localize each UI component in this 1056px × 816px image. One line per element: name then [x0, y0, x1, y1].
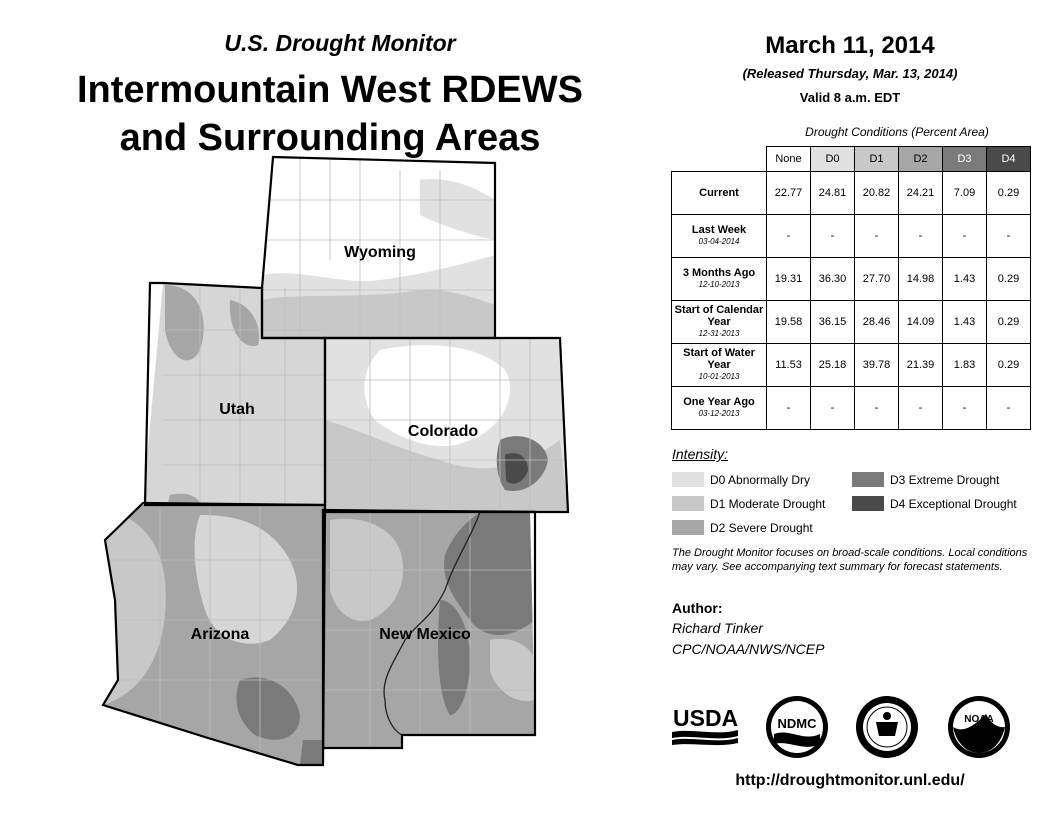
legend-label-d3: D3 Extreme Drought [890, 472, 1000, 487]
table-cell-d4: - [987, 215, 1031, 258]
state-label-colorado: Colorado [407, 423, 479, 440]
table-cell-none: 22.77 [767, 172, 811, 215]
ndmc-logo[interactable] [764, 694, 830, 760]
row-label [672, 172, 767, 215]
table-corner [672, 147, 767, 172]
table-cell-d1: - [855, 387, 899, 430]
d1-wyoming [262, 290, 495, 338]
table-cell-d1: 28.46 [855, 301, 899, 344]
state-label-utah: Utah [219, 401, 255, 418]
row-date: 10-01-2013 [698, 372, 740, 381]
table-cell-d0: 25.18 [811, 344, 855, 387]
table-cell-d1: - [855, 215, 899, 258]
table-cell-d3: 7.09 [943, 172, 987, 215]
table-cell-d0: 36.15 [811, 301, 855, 344]
table-cell-d3: - [943, 215, 987, 258]
author-heading: Author: [672, 600, 723, 616]
table-cell-d0: 24.81 [811, 172, 855, 215]
table-cell-d3: - [943, 387, 987, 430]
table-cell-d2: 24.21 [899, 172, 943, 215]
table-header-row [672, 147, 1031, 172]
table-cell-none: - [767, 215, 811, 258]
state-label-new-mexico: New Mexico [379, 626, 471, 643]
row-label-text: 3 Months Ago [682, 267, 756, 279]
legend-label-d2: D2 Severe Drought [710, 520, 813, 535]
row-label [672, 258, 767, 301]
legend-label-d1: D1 Moderate Drought [710, 496, 826, 511]
release-date: (Released Thursday, Mar. 13, 2014) [742, 66, 958, 81]
table-row [672, 301, 1031, 344]
table-cell-d4: 0.29 [987, 172, 1031, 215]
table-cell-d2: - [899, 215, 943, 258]
legend-swatch-d2 [672, 520, 704, 535]
row-label [672, 301, 767, 344]
row-label-text: One Year Ago [683, 396, 755, 408]
table-cell-d4: - [987, 387, 1031, 430]
website-link[interactable]: http://droughtmonitor.unl.edu/ [735, 772, 965, 789]
drought-map [95, 150, 575, 770]
col-header-d4: D4 [987, 147, 1031, 172]
row-date: 12-10-2013 [698, 280, 740, 289]
row-label [672, 387, 767, 430]
row-label [672, 344, 767, 387]
row-label-text: Start of Water Year [683, 347, 755, 371]
table-cell-d3: 1.43 [943, 258, 987, 301]
table-row [672, 215, 1031, 258]
table-cell-none: 19.58 [767, 301, 811, 344]
region-title [30, 66, 630, 162]
usda-logo[interactable] [672, 702, 738, 748]
row-date: 03-04-2014 [698, 237, 740, 246]
legend-item-d2 [672, 520, 813, 535]
monitor-title: U.S. Drought Monitor [224, 30, 456, 56]
table-row [672, 258, 1031, 301]
table-cell-d1: 27.70 [855, 258, 899, 301]
table-cell-d2: 14.98 [899, 258, 943, 301]
legend-title: Intensity: [672, 446, 729, 462]
legend-item-d0 [672, 472, 810, 487]
valid-time: Valid 8 a.m. EDT [799, 90, 901, 105]
author-org: CPC/NOAA/NWS/NCEP [672, 641, 825, 657]
table-caption: Drought Conditions (Percent Area) [805, 125, 989, 139]
table-cell-d4: 0.29 [987, 344, 1031, 387]
drought-conditions-table [671, 146, 1031, 430]
col-header-none: None [767, 147, 811, 172]
legend-swatch-d4 [852, 496, 884, 511]
ndmc-logo-text: NDMC [777, 716, 817, 731]
table-cell-d0: 36.30 [811, 258, 855, 301]
legend-swatch-d1 [672, 496, 704, 511]
table-cell-d2: 21.39 [899, 344, 943, 387]
usda-logo-text: USDA [673, 705, 738, 731]
table-row [672, 172, 1031, 215]
table-cell-none: - [767, 387, 811, 430]
row-label-text: Current [699, 187, 739, 199]
table-cell-d1: 20.82 [855, 172, 899, 215]
table-cell-none: 19.31 [767, 258, 811, 301]
row-label-text: Last Week [691, 224, 747, 236]
table-row [672, 387, 1031, 430]
region-title-line1: Intermountain West RDEWS [77, 69, 583, 111]
table-row [672, 344, 1031, 387]
legend-swatch-d3 [852, 472, 884, 487]
table-cell-d3: 1.43 [943, 301, 987, 344]
table-cell-d4: 0.29 [987, 301, 1031, 344]
commerce-seal-logo[interactable] [854, 694, 920, 760]
table-cell-none: 11.53 [767, 344, 811, 387]
row-label [672, 215, 767, 258]
author-name: Richard Tinker [672, 620, 763, 636]
d3-arizona-corner [300, 740, 323, 765]
noaa-logo[interactable] [946, 694, 1012, 760]
row-date: 03-12-2013 [698, 409, 740, 418]
legend-label-d0: D0 Abnormally Dry [710, 472, 811, 487]
table-cell-d0: - [811, 387, 855, 430]
col-header-d0: D0 [811, 147, 855, 172]
legend-item-d1 [672, 496, 825, 511]
table-cell-d2: 14.09 [899, 301, 943, 344]
table-cell-d3: 1.83 [943, 344, 987, 387]
col-header-d3: D3 [943, 147, 987, 172]
legend-item-d4 [852, 496, 1017, 511]
legend-swatch-d0 [672, 472, 704, 487]
state-label-arizona: Arizona [190, 626, 250, 643]
noaa-logo-text: NOAA [964, 714, 994, 725]
table-cell-d4: 0.29 [987, 258, 1031, 301]
table-cell-d0: - [811, 215, 855, 258]
row-label-text: Start of Calendar Year [674, 304, 764, 328]
state-label-wyoming: Wyoming [344, 244, 416, 261]
table-cell-d1: 39.78 [855, 344, 899, 387]
region-title-line2: and Surrounding Areas [119, 117, 541, 159]
disclaimer-note: The Drought Monitor focuses on broad-scale conditions. Local conditions may vary. See accompanying text summary for forecast statements. [672, 547, 1028, 573]
row-date: 12-31-2013 [698, 329, 740, 338]
map-date: March 11, 2014 [765, 32, 935, 59]
col-header-d1: D1 [855, 147, 899, 172]
legend-label-d4: D4 Exceptional Drought [890, 496, 1017, 511]
legend-item-d3 [852, 472, 999, 487]
table-cell-d2: - [899, 387, 943, 430]
col-header-d2: D2 [899, 147, 943, 172]
